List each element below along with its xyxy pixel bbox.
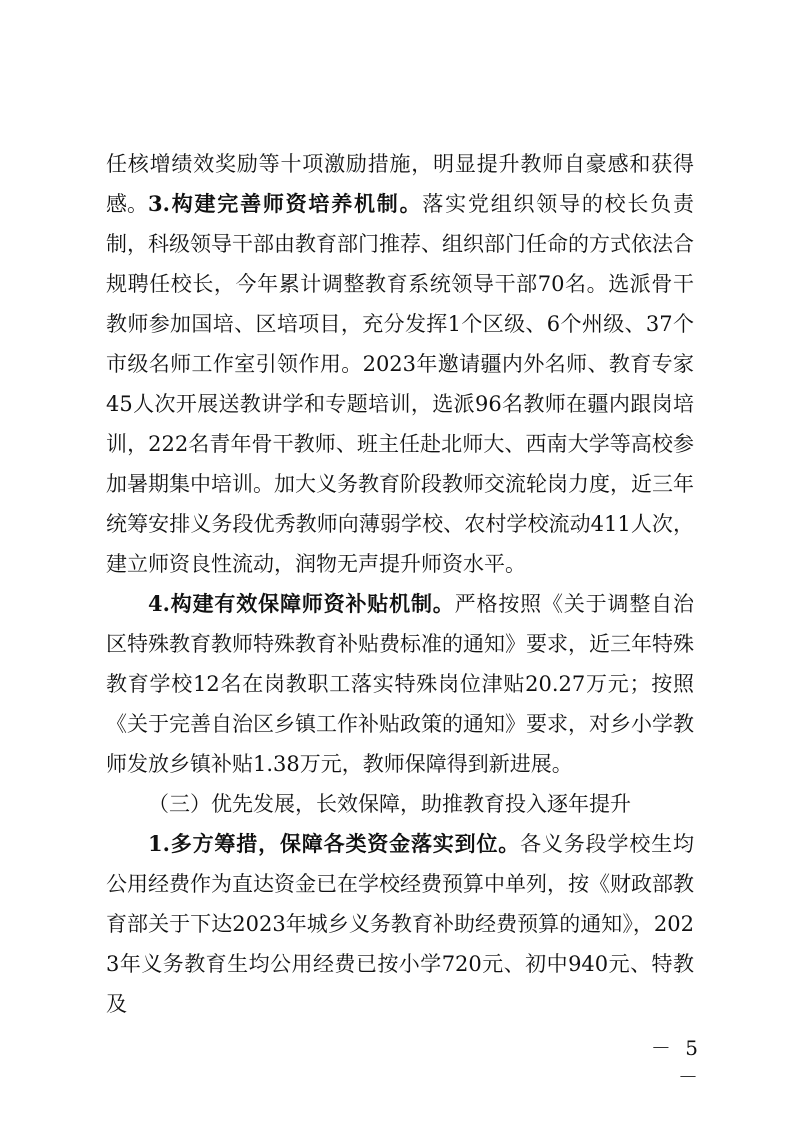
paragraph-heading: 1.多方筹措，保障各类资金落实到位。 <box>148 831 521 856</box>
paragraph-teacher-training <box>106 184 694 584</box>
page-number: － 5 － <box>650 1036 702 1089</box>
paragraph-text: 落实党组织领导的校长负责制，科级领导干部由教育部门推荐、组织部门任命的方式依法合规聘任校长，今年累计调整教育系统领导干部70名。选派骨干教师参加国培、区培项目，充分发挥1个区级、6个州级、37个市级名师工作室引领作用。2023年邀请疆内外名师、教育专家45人次开展送教讲学和专题培训，选派96名教师在疆内跟岗培训，222名青年骨干教师、班主任赴北师大、西南大学等高校参加暑期集中培训。加大义务教育阶段教师交流轮岗力度，近三年统筹安排义务段优秀教师向薄弱学校、农村学校流动411人次，建立师资良性流动，润物无声提升师资水平。 <box>106 192 695 576</box>
paragraph-text: 各义务段学校生均公用经费作为直达资金已在学校经费预算中单列，按《财政部教育部关于下达2023年城乡义务教育补助经费预算的通知》，2023年义务教育生均公用经费已按小学720元、初中940元、特教及 <box>106 832 695 1016</box>
paragraph-text: 任核增绩效奖励等十项激励措施，明显提升教师自豪感和获得感。 <box>106 152 694 216</box>
paragraph-heading: 3.构建完善师资培养机制。 <box>148 191 423 216</box>
section-heading <box>106 784 694 824</box>
paragraph-teacher-subsidy <box>106 584 694 784</box>
section-heading-text: （三）优先发展，长效保障，助推教育投入逐年提升 <box>148 792 631 816</box>
paragraph-text: 严格按照《关于调整自治区特殊教育教师特殊教育补贴费标准的通知》要求，近三年特殊教育学校12名在岗教职工落实特殊岗位津贴20.27万元；按照《关于完善自治区乡镇工作补贴政策的通知》要求，对乡小学教师发放乡镇补贴1.38万元，教师保障得到新进展。 <box>106 592 695 776</box>
paragraph-funding <box>106 824 694 1024</box>
paragraph-heading: 4.构建有效保障师资补贴机制。 <box>148 591 455 616</box>
